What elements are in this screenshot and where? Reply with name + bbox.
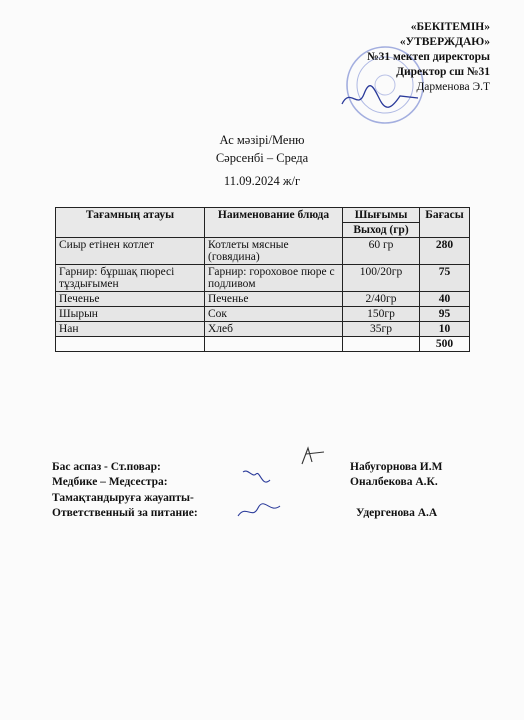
responsible-signature bbox=[236, 500, 282, 522]
menu-title: Ас мәзірі/Меню bbox=[219, 133, 305, 147]
chef-name: Набугорнова И.М bbox=[350, 461, 443, 473]
approval-line-kz: «БЕКІТЕМІН» bbox=[410, 21, 490, 33]
table-row bbox=[56, 322, 470, 337]
table-header-row bbox=[56, 208, 470, 223]
dish-price: 10 bbox=[420, 322, 470, 337]
dish-price: 95 bbox=[420, 307, 470, 322]
dish-price: 75 bbox=[420, 265, 470, 292]
header-output-ru: Выход (гр) bbox=[343, 223, 420, 238]
dish-name-ru: Сок bbox=[205, 307, 343, 322]
table-total-row bbox=[56, 337, 470, 352]
table-row bbox=[56, 307, 470, 322]
dish-price: 40 bbox=[420, 292, 470, 307]
dish-name-kz: Нан bbox=[56, 322, 205, 337]
table-row bbox=[56, 238, 470, 265]
approval-position-ru: Директор сш №31 bbox=[396, 66, 490, 78]
chef-signature bbox=[298, 444, 328, 468]
dish-weight: 60 гр bbox=[343, 238, 420, 265]
chef-label: Бас аспаз - Ст.повар: bbox=[52, 461, 161, 473]
menu-date: 11.09.2024 ж/г bbox=[223, 174, 301, 188]
dish-weight: 150гр bbox=[343, 307, 420, 322]
menu-day: Сәрсенбі – Среда bbox=[215, 151, 309, 165]
header-name-kz: Тағамның атауы bbox=[56, 208, 205, 238]
dish-name-kz: Печенье bbox=[56, 292, 205, 307]
approval-director-name: Дарменова Э.Т bbox=[416, 81, 490, 93]
approval-line-ru: «УТВЕРЖДАЮ» bbox=[399, 36, 490, 48]
header-name-ru: Наименование блюда bbox=[205, 208, 343, 238]
nurse-name: Оналбекова А.К. bbox=[350, 476, 438, 488]
dish-price: 280 bbox=[420, 238, 470, 265]
responsible-name: Удергенова А.А bbox=[356, 507, 438, 519]
header-output-kz: Шығымы bbox=[343, 208, 420, 223]
approval-block bbox=[367, 20, 490, 95]
dish-weight: 100/20гр bbox=[343, 265, 420, 292]
total-price: 500 bbox=[420, 337, 470, 352]
dish-weight: 35гр bbox=[343, 322, 420, 337]
dish-name-ru: Хлеб bbox=[205, 322, 343, 337]
dish-name-kz: Гарнир: бұршақ пюресі тұздығымен bbox=[56, 265, 205, 292]
total-empty-cell bbox=[205, 337, 343, 352]
table-row bbox=[56, 292, 470, 307]
total-empty-cell bbox=[56, 337, 205, 352]
dish-name-kz: Сиыр етінен котлет bbox=[56, 238, 205, 265]
dish-name-ru: Гарнир: гороховое пюре с подливом bbox=[205, 265, 343, 292]
responsible-label-ru: Ответственный за питание: bbox=[52, 507, 198, 519]
dish-name-ru: Печенье bbox=[205, 292, 343, 307]
nurse-signature bbox=[240, 466, 276, 492]
total-empty-cell bbox=[343, 337, 420, 352]
responsible-label-kz: Тамақтандыруға жауапты- bbox=[52, 492, 194, 504]
table-row bbox=[56, 265, 470, 292]
dish-name-ru: Котлеты мясные (говядина) bbox=[205, 238, 343, 265]
dish-name-kz: Шырын bbox=[56, 307, 205, 322]
nurse-label: Медбике – Медсестра: bbox=[52, 476, 168, 488]
menu-table bbox=[55, 207, 470, 352]
header-price: Бағасы bbox=[420, 208, 470, 238]
dish-weight: 2/40гр bbox=[343, 292, 420, 307]
approval-position-kz: №31 мектеп директоры bbox=[367, 51, 490, 63]
